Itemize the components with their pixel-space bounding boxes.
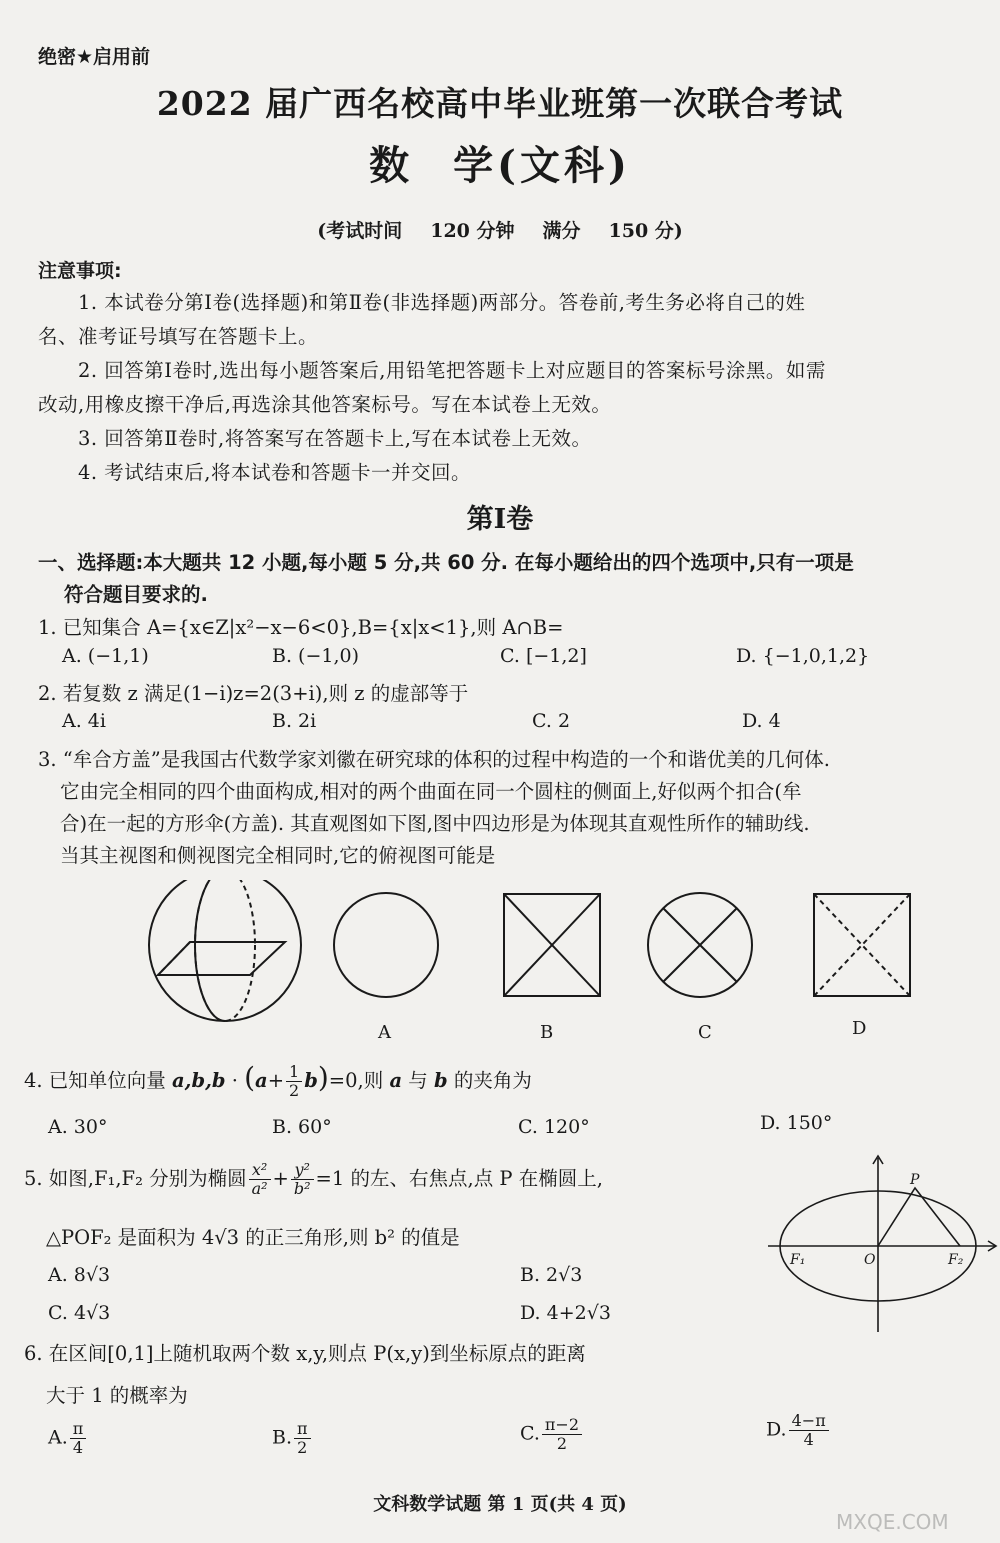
q4-option-d: D. 150°: [760, 1112, 833, 1134]
question-3-line: 合)在一起的方形伞(方盖). 其直观图如下图,图中四边形是为体现其直观性所作的辅助线.: [60, 812, 810, 835]
q4-frac-num: 1: [286, 1063, 302, 1082]
mouhe-fanggai-figure: [149, 880, 301, 1021]
exam-time-label: (考试时间: [317, 220, 403, 242]
q5-frac-den: a²: [251, 1179, 268, 1198]
option-c-circle-cross: [648, 893, 752, 997]
q4-vec-a: a: [255, 1069, 268, 1092]
exam-info: [0, 216, 1000, 243]
note-line: 3. 回答第Ⅱ卷时,将答案写在答题卡上,写在本试卷上无效。: [78, 427, 592, 450]
q4-vec-b: b: [304, 1069, 318, 1092]
q4-text: =0,则: [328, 1069, 390, 1092]
exam-full-label: 满分: [542, 220, 581, 242]
fig-label-d: D: [852, 1018, 867, 1039]
focus-f1-label: F₁: [790, 1252, 806, 1268]
q6-option-label: B.: [272, 1426, 293, 1449]
frac-den: 2: [556, 1434, 568, 1453]
q4-option-b: B. 60°: [272, 1116, 332, 1138]
question-3-line: 当其主视图和侧视图完全相同时,它的俯视图可能是: [60, 844, 496, 867]
q5-plus: +: [272, 1167, 289, 1190]
q1-option-a: A. (−1,1): [62, 645, 149, 667]
subject-title: [0, 134, 1000, 191]
section-heading: [38, 547, 978, 611]
q5-option-b: B. 2√3: [520, 1264, 583, 1286]
q4-option-a: A. 30°: [48, 1116, 108, 1138]
volume-title: 第Ⅰ卷: [466, 504, 534, 535]
question-5-line-2: △POF₂ 是面积为 4√3 的正三角形,则 b² 的值是: [46, 1226, 460, 1249]
question-6-line-1: 6. 在区间[0,1]上随机取两个数 x,y,则点 P(x,y)到坐标原点的距离: [24, 1342, 586, 1365]
q5-frac-num: y²: [291, 1161, 314, 1180]
exam-full: 150 分): [608, 220, 683, 242]
frac-num: 4−π: [789, 1412, 829, 1431]
note-line: 2. 回答第Ⅰ卷时,选出每小题答案后,用铅笔把答题卡上对应题目的答案标号涂黑。如需: [78, 359, 826, 382]
q5-ellipse-figure: [760, 1150, 1000, 1340]
notes-heading: 注意事项:: [38, 260, 122, 282]
q6-option-d: [766, 1412, 831, 1449]
note-line: 名、准考证号填写在答题卡上。: [38, 325, 319, 348]
fig-label-c: C: [698, 1022, 712, 1043]
q4-frac-den: 2: [289, 1081, 300, 1100]
q5-option-d: D. 4+2√3: [520, 1302, 611, 1324]
q4-fraction: [286, 1063, 302, 1100]
frac-den: 2: [297, 1438, 308, 1457]
question-5-stem: [24, 1158, 603, 1200]
q6-option-b: [272, 1420, 313, 1457]
watermark: MXQE.COM: [836, 1510, 949, 1534]
q2-option-b: B. 2i: [272, 710, 317, 732]
note-line: 1. 本试卷分第Ⅰ卷(选择题)和第Ⅱ卷(非选择题)两部分。答卷前,考生务必将自己的姓: [78, 291, 806, 314]
fig-label-a: A: [378, 1022, 391, 1043]
frac-num: π−2: [542, 1416, 582, 1435]
q2-option-d: D. 4: [742, 710, 781, 732]
q4-vec-b: b: [434, 1069, 448, 1092]
q4-vec-a: a: [389, 1069, 403, 1092]
option-b-square-cross: [504, 894, 600, 996]
q3-figures: [130, 880, 930, 1050]
question-3-line: 3. “牟合方盖”是我国古代数学家刘徽在研究球的体积的过程中构造的一个和谐优美的几何体.: [38, 748, 830, 771]
q6-option-c: [520, 1416, 584, 1453]
q6-option-label: C.: [520, 1422, 540, 1445]
q1-option-b: B. (−1,0): [272, 645, 360, 667]
focus-f2-label: F₂: [948, 1252, 964, 1268]
q2-option-c: C. 2: [532, 710, 571, 732]
q6-option-a: [48, 1420, 88, 1457]
triangle-pof2: [878, 1188, 960, 1246]
q1-option-d: D. {−1,0,1,2}: [736, 645, 870, 667]
section-line-1: 一、选择题:本大题共 12 小题,每小题 5 分,共 60 分. 在每小题给出的四个选项中,只有一项是: [38, 551, 854, 574]
q4-text: 4. 已知单位向量: [24, 1069, 173, 1092]
q6-option-fraction: [542, 1416, 582, 1453]
frac-den: 4: [72, 1438, 84, 1457]
q4-plus: +: [267, 1069, 285, 1092]
option-a-circle: [334, 893, 438, 997]
point-p-label: P: [910, 1172, 920, 1188]
q6-option-label: A.: [48, 1426, 68, 1449]
q6-option-fraction: [789, 1412, 829, 1449]
page-footer: 文科数学试题 第 1 页(共 4 页): [373, 1494, 627, 1515]
q5-option-c: C. 4√3: [48, 1302, 111, 1324]
q4-paren: (: [244, 1061, 256, 1094]
question-1-stem: 1. 已知集合 A={x∈Z|x²−x−6<0},B={x|x<1},则 A∩B=: [38, 616, 564, 639]
q5-option-a: A. 8√3: [48, 1264, 111, 1286]
q5-fraction-x: [249, 1161, 271, 1198]
q6-option-label: D.: [766, 1418, 787, 1441]
note-line: 4. 考试结束后,将本试卷和答题卡一并交回。: [78, 461, 472, 484]
confidential-mark: 绝密★启用前: [38, 46, 151, 68]
exam-minutes: 120 分钟: [430, 220, 515, 242]
question-3-line: 它由完全相同的四个曲面构成,相对的两个曲面在同一个圆柱的侧面上,好似两个扣合(牟: [60, 780, 802, 803]
q5-fraction-y: [291, 1161, 314, 1198]
subject-right: 学(文科): [453, 142, 631, 189]
subject-left: 数: [369, 142, 414, 189]
q4-paren: ): [317, 1061, 329, 1094]
section-line-2: 符合题目要求的.: [64, 583, 208, 606]
exam-title: 2022 届广西名校高中毕业班第一次联合考试: [156, 84, 844, 123]
q4-text: 的夹角为: [447, 1069, 532, 1092]
origin-label: O: [864, 1252, 876, 1268]
q6-option-fraction: [70, 1420, 87, 1457]
fig-label-b: B: [540, 1022, 554, 1043]
frac-num: π: [70, 1420, 87, 1439]
question-4-stem: [24, 1058, 532, 1101]
frac-num: π: [294, 1420, 311, 1439]
option-d-square-dashed-cross: [814, 894, 910, 996]
q5-frac-num: x²: [249, 1161, 271, 1180]
q4-dot: ·: [225, 1069, 245, 1092]
q5-text: =1 的左、右焦点,点 P 在椭圆上,: [315, 1167, 603, 1190]
q4-option-c: C. 120°: [518, 1116, 590, 1138]
question-2-stem: 2. 若复数 z 满足(1−i)z=2(3+i),则 z 的虚部等于: [38, 682, 469, 705]
q2-option-a: A. 4i: [62, 710, 106, 732]
q4-text: 与: [402, 1069, 434, 1092]
q4-vectors: a,b,b: [172, 1069, 226, 1092]
q5-frac-den: b²: [293, 1179, 311, 1198]
q5-text: 5. 如图,F₁,F₂ 分别为椭圆: [24, 1167, 247, 1190]
frac-den: 4: [803, 1430, 814, 1449]
q1-option-c: C. [−1,2]: [500, 645, 587, 667]
question-6-line-2: 大于 1 的概率为: [46, 1384, 188, 1407]
q6-option-fraction: [294, 1420, 311, 1457]
note-line: 改动,用橡皮擦干净后,再选涂其他答案标号。写在本试卷上无效。: [38, 393, 612, 416]
